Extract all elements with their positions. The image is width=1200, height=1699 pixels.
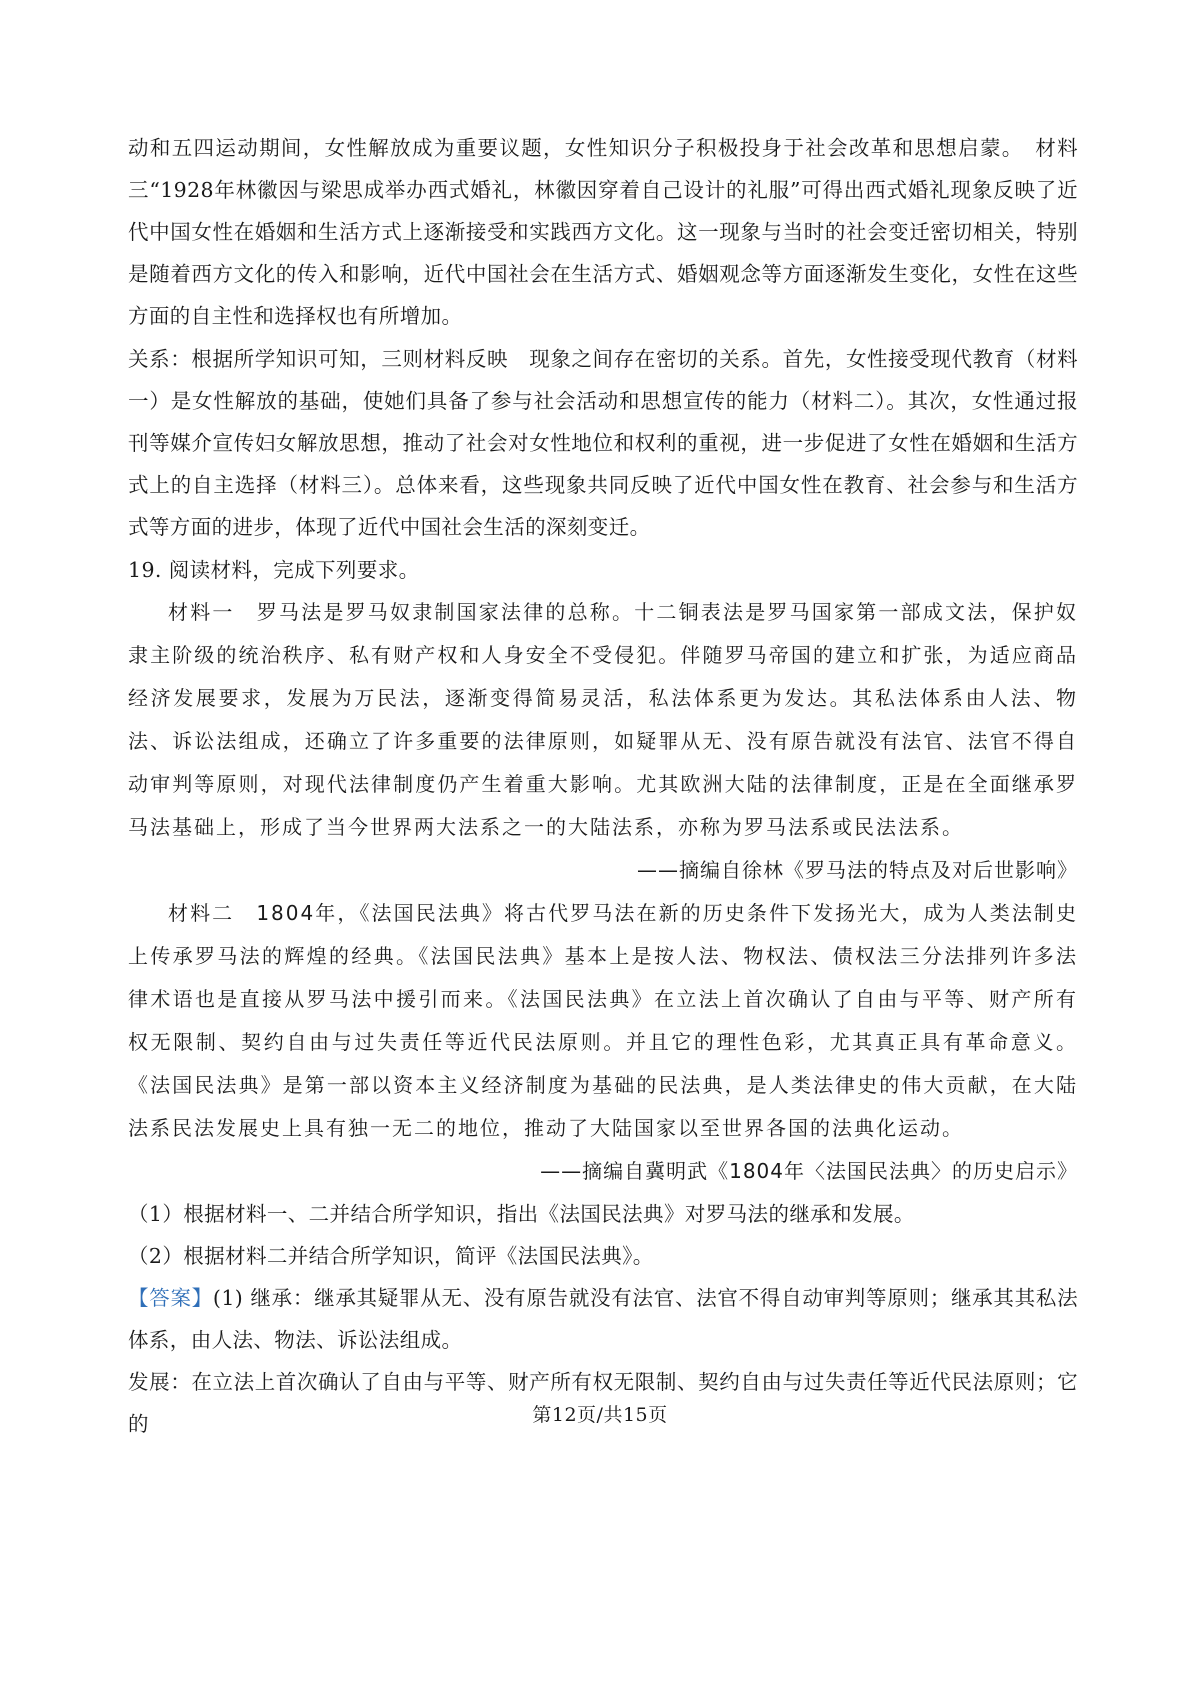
answer-inherit-text: (1) 继承：继承其疑罪从无、没有原告就没有法官、法官不得自动审判等原则；继承其其私法体系，由人法、物法、诉讼法组成。 xyxy=(128,1286,1078,1352)
q19-source1: ——摘编自徐林《罗马法的特点及对后世影响》 xyxy=(637,858,1078,882)
q19-source2: ——摘编自冀明武《1804年〈法国民法典〉的历史启示》 xyxy=(540,1159,1078,1183)
q19-answer-develop: 发展：在立法上首次确认了自由与平等、财产所有权无限制、契约自由与过失责任等近代民法原则；它的 xyxy=(128,1370,1078,1436)
q18-relation-paragraph: 关系：根据所学知识可知，三则材料反映 现象之间存在密切的关系。首先，女性接受现代教育（材料一）是女性解放的基础，使她们具备了参与社会活动和思想宣传的能力（材料二）。其次，女性通过报刊等媒介宣传妇女解放思想，推动了社会对女性地位和权利的重视，进一步促进了女性在婚姻和生活方式上的自主选择（材料三）。总体来看，这些现象共同反映了近代中国女性在教育、社会参与和生活方式等方面的进步，体现了近代中国社会生活的深刻变迁。 xyxy=(128,347,1078,539)
q18-material3-paragraph: 动和五四运动期间，女性解放成为重要议题，女性知识分子积极投身于社会改革和思想启蒙。 材料三“1928年林徽因与梁思成举办西式婚礼，林徽因穿着自己设计的礼服”可得出西式婚礼现象反映了近代中国女性在婚姻和生活方式上逐渐接受和实践西方文化。这一现象与当时的社会变迁密切相关，特别是随着西方文化的传入和影响，近代中国社会在生活方式、婚姻观念等方面逐渐发生变化，女性在这些方面的自主性和选择权也有所增加。 xyxy=(128,136,1078,328)
q19-requirement-1: （1）根据材料一、二并结合所学知识，指出《法国民法典》对罗马法的继承和发展。 xyxy=(128,1202,915,1226)
q19-heading: 19. 阅读材料，完成下列要求。 xyxy=(128,558,420,582)
q19-material2-paragraph: 材料二 1804年，《法国民法典》将古代罗马法在新的历史条件下发扬光大，成为人类法制史上传承罗马法的辉煌的经典。《法国民法典》基本上是按人法、物权法、债权法三分法排列许多法律术语也是直接从罗马法中援引而来。《法国民法典》在立法上首次确认了自由与平等、财产所有权无限制、契约自由与过失责任等近代民法原则。并且它的理性色彩，尤其真正具有革命意义。《法国民法典》是第一部以资本主义经济制度为基础的民法典，是人类法律史的伟大贡献，在大陆法系民法发展史上具有独一无二的地位，推动了大陆国家以至世界各国的法典化运动。 xyxy=(128,901,1078,1140)
page-number: 第12页/共15页 xyxy=(532,1404,668,1426)
answer-tag: 【答案】 xyxy=(128,1286,213,1310)
q19-material1-paragraph: 材料一 罗马法是罗马奴隶制国家法律的总称。十二铜表法是罗马国家第一部成文法，保护奴隶主阶级的统治秩序、私有财产权和人身安全不受侵犯。伴随罗马帝国的建立和扩张，为适应商品经济发展要求，发展为万民法，逐渐变得简易灵活，私法体系更为发达。其私法体系由人法、物法、诉讼法组成，还确立了许多重要的法律原则，如疑罪从无、没有原告就没有法官、法官不得自动审判等原则，对现代法律制度仍产生着重大影响。尤其欧洲大陆的法律制度，正是在全面继承罗马法基础上，形成了当今世界两大法系之一的大陆法系，亦称为罗马法系或民法法系。 xyxy=(128,600,1078,839)
q19-requirement-2: （2）根据材料二并结合所学知识，简评《法国民法典》。 xyxy=(128,1244,654,1268)
q19-answer-inherit xyxy=(128,1277,1078,1361)
